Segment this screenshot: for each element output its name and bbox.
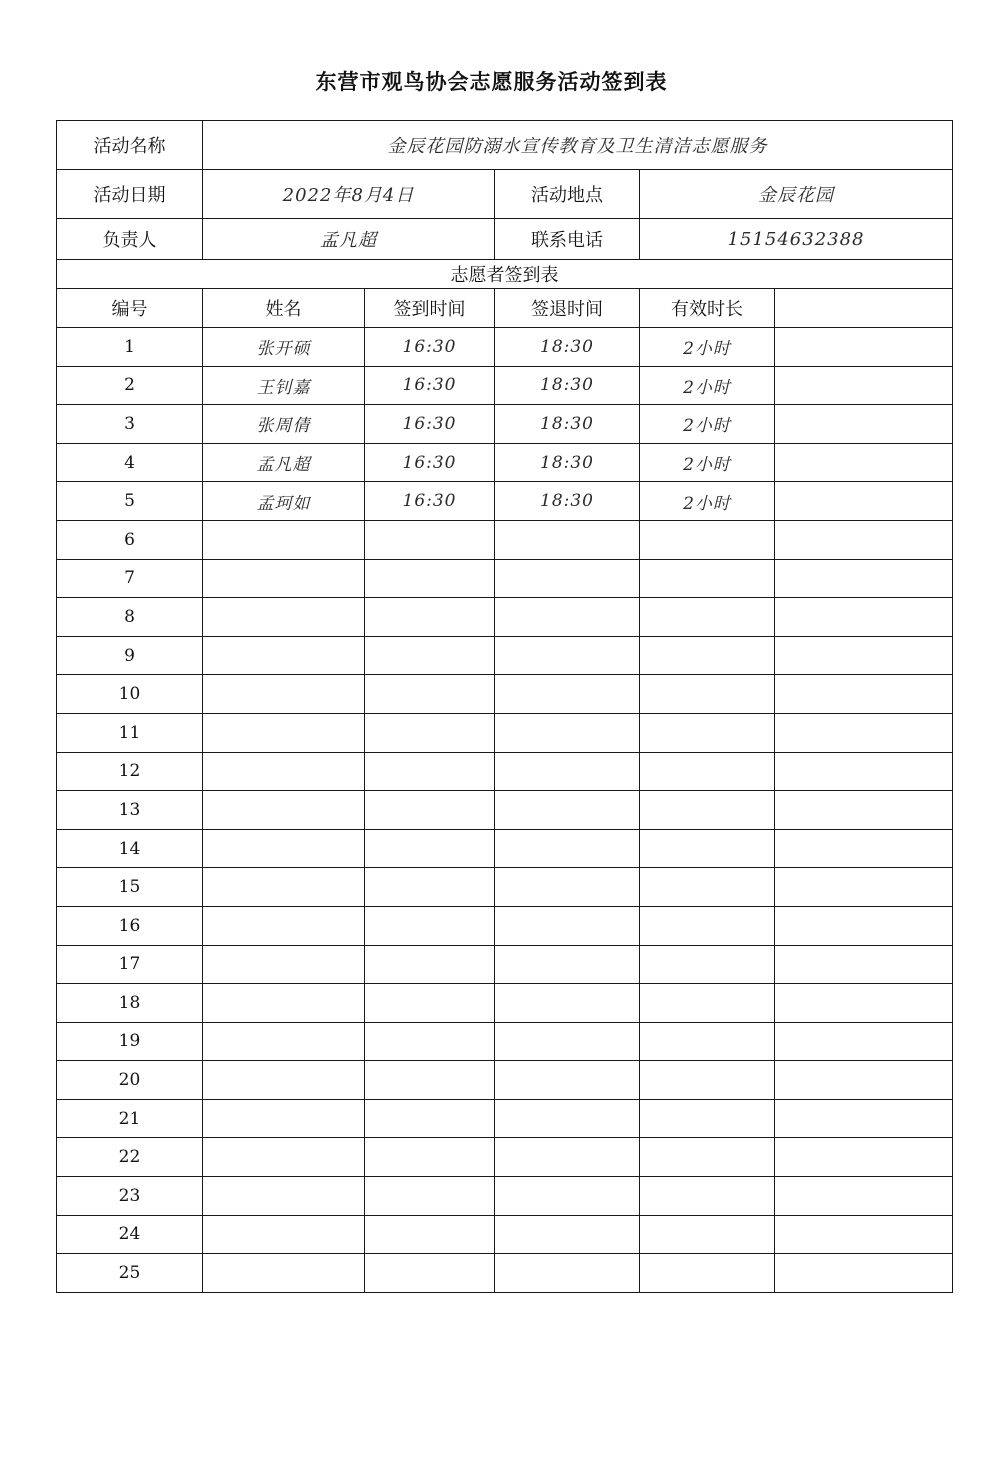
signout-time	[495, 1177, 640, 1216]
table-row	[57, 1022, 953, 1061]
column-header-row	[57, 289, 953, 328]
signout-time	[495, 945, 640, 984]
activity-date-row	[57, 170, 953, 219]
table-row	[57, 984, 953, 1023]
blank-cell	[775, 443, 953, 482]
signin-time	[365, 1138, 495, 1177]
blank-cell	[775, 405, 953, 444]
signin-time	[365, 713, 495, 752]
column-header-signout-time: 签退时间	[495, 289, 640, 328]
duration: 2小时	[640, 366, 775, 405]
table-row	[57, 1099, 953, 1138]
row-number: 15	[57, 868, 203, 907]
table-row	[57, 559, 953, 598]
leader-label: 负责人	[57, 219, 203, 260]
signout-time	[495, 636, 640, 675]
duration	[640, 636, 775, 675]
volunteer-name: 孟凡超	[203, 443, 365, 482]
blank-cell	[775, 1022, 953, 1061]
duration	[640, 791, 775, 830]
duration	[640, 559, 775, 598]
signin-time	[365, 520, 495, 559]
volunteer-name	[203, 559, 365, 598]
activity-location-value: 金辰花园	[640, 170, 953, 219]
duration	[640, 1254, 775, 1293]
volunteer-name	[203, 1215, 365, 1254]
table-row	[57, 1177, 953, 1216]
duration	[640, 598, 775, 637]
row-number: 17	[57, 945, 203, 984]
table-row	[57, 713, 953, 752]
blank-cell	[775, 636, 953, 675]
volunteer-name	[203, 752, 365, 791]
duration	[640, 945, 775, 984]
activity-name-value: 金辰花园防溺水宣传教育及卫生清洁志愿服务	[203, 121, 953, 170]
duration	[640, 1215, 775, 1254]
activity-date-label: 活动日期	[57, 170, 203, 219]
signin-time	[365, 984, 495, 1023]
blank-cell	[775, 1099, 953, 1138]
row-number: 8	[57, 598, 203, 637]
activity-name-row	[57, 121, 953, 170]
row-number: 6	[57, 520, 203, 559]
row-number: 7	[57, 559, 203, 598]
table-row	[57, 636, 953, 675]
blank-cell	[775, 713, 953, 752]
signout-time: 18:30	[495, 366, 640, 405]
blank-cell	[775, 1254, 953, 1293]
duration	[640, 1177, 775, 1216]
signin-time	[365, 598, 495, 637]
row-number: 20	[57, 1061, 203, 1100]
row-number: 1	[57, 328, 203, 367]
table-row	[57, 443, 953, 482]
duration	[640, 829, 775, 868]
row-number: 14	[57, 829, 203, 868]
table-row	[57, 482, 953, 521]
blank-cell	[775, 945, 953, 984]
duration	[640, 1138, 775, 1177]
volunteer-name	[203, 1061, 365, 1100]
table-row	[57, 520, 953, 559]
signout-time: 18:30	[495, 328, 640, 367]
volunteer-name	[203, 598, 365, 637]
duration	[640, 1022, 775, 1061]
duration	[640, 906, 775, 945]
activity-location-label: 活动地点	[495, 170, 640, 219]
signin-time	[365, 636, 495, 675]
volunteer-name: 孟珂如	[203, 482, 365, 521]
table-row	[57, 829, 953, 868]
signin-time	[365, 829, 495, 868]
table-row	[57, 366, 953, 405]
row-number: 23	[57, 1177, 203, 1216]
duration: 2小时	[640, 405, 775, 444]
blank-cell	[775, 598, 953, 637]
blank-cell	[775, 1061, 953, 1100]
volunteer-name: 王钊嘉	[203, 366, 365, 405]
volunteer-name	[203, 675, 365, 714]
table-row	[57, 1061, 953, 1100]
phone-value: 15154632388	[640, 219, 953, 260]
blank-cell	[775, 1215, 953, 1254]
signout-time	[495, 520, 640, 559]
signin-time: 16:30	[365, 405, 495, 444]
blank-cell	[775, 752, 953, 791]
signin-time	[365, 675, 495, 714]
signin-time	[365, 1177, 495, 1216]
signin-time	[365, 791, 495, 830]
signout-time: 18:30	[495, 482, 640, 521]
signin-time	[365, 1254, 495, 1293]
row-number: 11	[57, 713, 203, 752]
row-number: 10	[57, 675, 203, 714]
blank-cell	[775, 675, 953, 714]
duration	[640, 713, 775, 752]
blank-cell	[775, 1138, 953, 1177]
column-header-name: 姓名	[203, 289, 365, 328]
row-number: 4	[57, 443, 203, 482]
volunteer-name	[203, 713, 365, 752]
row-number: 19	[57, 1022, 203, 1061]
volunteer-name	[203, 1138, 365, 1177]
signout-time	[495, 598, 640, 637]
column-header-blank	[775, 289, 953, 328]
volunteer-name	[203, 1254, 365, 1293]
row-number: 18	[57, 984, 203, 1023]
signin-time	[365, 1099, 495, 1138]
signout-time	[495, 559, 640, 598]
duration	[640, 752, 775, 791]
signout-time	[495, 868, 640, 907]
signout-time	[495, 1138, 640, 1177]
signout-time	[495, 791, 640, 830]
leader-value: 孟凡超	[203, 219, 495, 260]
signout-time	[495, 752, 640, 791]
signout-time	[495, 713, 640, 752]
blank-cell	[775, 829, 953, 868]
row-number: 3	[57, 405, 203, 444]
duration	[640, 675, 775, 714]
signout-time	[495, 984, 640, 1023]
leader-row	[57, 219, 953, 260]
signin-time: 16:30	[365, 328, 495, 367]
row-number: 21	[57, 1099, 203, 1138]
row-number: 5	[57, 482, 203, 521]
signout-time: 18:30	[495, 405, 640, 444]
signout-time	[495, 829, 640, 868]
duration: 2小时	[640, 443, 775, 482]
duration	[640, 868, 775, 907]
column-header-duration: 有效时长	[640, 289, 775, 328]
row-number: 9	[57, 636, 203, 675]
section-title-row	[57, 260, 953, 289]
volunteer-name	[203, 1022, 365, 1061]
signout-time	[495, 1254, 640, 1293]
table-row	[57, 1215, 953, 1254]
table-row	[57, 945, 953, 984]
volunteer-name	[203, 984, 365, 1023]
blank-cell	[775, 520, 953, 559]
signin-time	[365, 868, 495, 907]
blank-cell	[775, 868, 953, 907]
blank-cell	[775, 906, 953, 945]
signin-time	[365, 752, 495, 791]
volunteer-name	[203, 868, 365, 907]
volunteer-name	[203, 636, 365, 675]
row-number: 13	[57, 791, 203, 830]
duration	[640, 1061, 775, 1100]
signin-time	[365, 906, 495, 945]
duration: 2小时	[640, 328, 775, 367]
row-number: 24	[57, 1215, 203, 1254]
volunteer-name	[203, 829, 365, 868]
signin-time	[365, 1215, 495, 1254]
signin-time: 16:30	[365, 366, 495, 405]
table-row	[57, 1138, 953, 1177]
column-header-signin-time: 签到时间	[365, 289, 495, 328]
signin-table	[56, 120, 953, 1293]
volunteer-name: 张开硕	[203, 328, 365, 367]
volunteer-name: 张周倩	[203, 405, 365, 444]
signout-time	[495, 1061, 640, 1100]
row-number: 12	[57, 752, 203, 791]
activity-name-label: 活动名称	[57, 121, 203, 170]
signin-time	[365, 559, 495, 598]
signout-time	[495, 1099, 640, 1138]
table-row	[57, 1254, 953, 1293]
signin-time	[365, 945, 495, 984]
volunteer-name	[203, 945, 365, 984]
signin-time	[365, 1022, 495, 1061]
signout-time: 18:30	[495, 443, 640, 482]
table-row	[57, 675, 953, 714]
signout-time	[495, 675, 640, 714]
blank-cell	[775, 366, 953, 405]
column-header-number: 编号	[57, 289, 203, 328]
blank-cell	[775, 984, 953, 1023]
activity-date-value: 2022年8月4日	[203, 170, 495, 219]
row-number: 2	[57, 366, 203, 405]
section-title: 志愿者签到表	[57, 260, 953, 289]
volunteer-name	[203, 1177, 365, 1216]
signin-time: 16:30	[365, 482, 495, 521]
blank-cell	[775, 328, 953, 367]
page-title: 东营市观鸟协会志愿服务活动签到表	[315, 70, 668, 94]
row-number: 25	[57, 1254, 203, 1293]
volunteer-name	[203, 1099, 365, 1138]
signout-time	[495, 1022, 640, 1061]
table-row	[57, 405, 953, 444]
blank-cell	[775, 1177, 953, 1216]
table-row	[57, 598, 953, 637]
table-row	[57, 752, 953, 791]
table-row	[57, 868, 953, 907]
row-number: 16	[57, 906, 203, 945]
volunteer-name	[203, 520, 365, 559]
duration	[640, 520, 775, 559]
table-row	[57, 906, 953, 945]
signin-time	[365, 1061, 495, 1100]
row-number: 22	[57, 1138, 203, 1177]
duration: 2小时	[640, 482, 775, 521]
blank-cell	[775, 559, 953, 598]
blank-cell	[775, 482, 953, 521]
duration	[640, 984, 775, 1023]
table-row	[57, 328, 953, 367]
volunteer-name	[203, 906, 365, 945]
signout-time	[495, 906, 640, 945]
duration	[640, 1099, 775, 1138]
signin-time: 16:30	[365, 443, 495, 482]
volunteer-name	[203, 791, 365, 830]
blank-cell	[775, 791, 953, 830]
phone-label: 联系电话	[495, 219, 640, 260]
signout-time	[495, 1215, 640, 1254]
table-row	[57, 791, 953, 830]
